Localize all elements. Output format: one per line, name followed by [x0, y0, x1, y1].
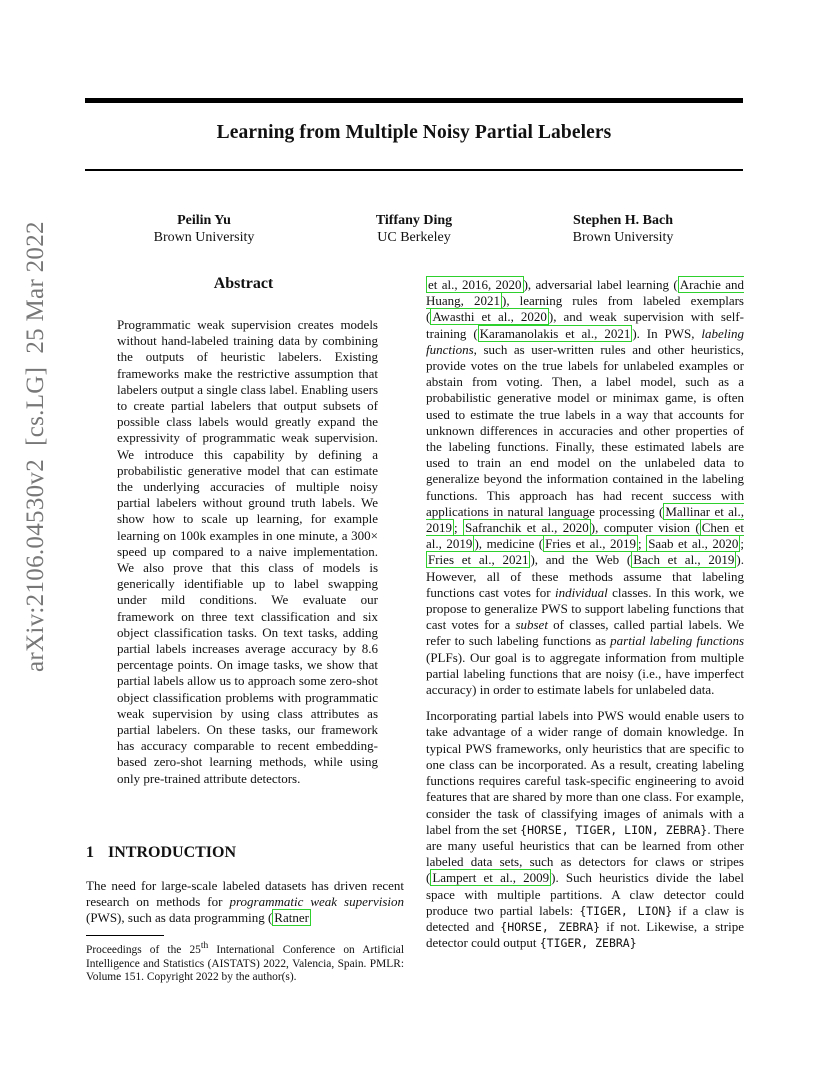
author-name: Tiffany Ding	[375, 213, 453, 228]
author-1	[104, 212, 304, 246]
footnote-text: Proceedings of the 25	[86, 943, 201, 956]
body-text: , such as user-written rules and other heuristics, provide votes on the true labels for unlabeled examples or abstain from voting. Then, a label model, such as a probabilistic generative model or minimax game, is often used to estimate the true labels in a way that accounts for unknown differences in accuracies and other properties of the labeling functions. Finally, these estimated labels are used to train an end model on the unlabeled data to generalize beyond the information contained in the labeling functions. This approach has had recent success with applications in natural language processing (	[426, 341, 744, 519]
section-heading	[86, 844, 236, 862]
body-text: Incorporating partial labels into PWS would enable users to take advantage of a wider range of domain knowledge. In typical PWS frameworks, only heuristics that are specific to one class can be incorporated. As a result, creating labeling functions requires careful task-specific engineering to avoid features that are shared by more than one class. For example, consider the task of classifying images of animals with a label from the set	[426, 708, 744, 837]
body-text: ). However, all of these methods assume that labeling functions cast votes for	[426, 552, 745, 600]
label-set: {TIGER, ZEBRA}	[539, 936, 637, 951]
author-2	[314, 212, 514, 246]
body-text: ), adversarial label learning (	[523, 277, 678, 292]
right-column	[426, 277, 744, 961]
intro-text: (PWS), such as data programming (	[86, 910, 273, 926]
footnote-rule	[86, 935, 164, 936]
emphasis: subset	[515, 617, 548, 633]
body-text: ). In PWS,	[632, 325, 702, 341]
citation-link[interactable]: Karamanolakis et al., 2021	[479, 325, 631, 341]
body-text: if a claw is detected and	[426, 902, 745, 934]
citation-link[interactable]: Chen et al., 2019	[426, 520, 744, 552]
body-paragraph	[426, 708, 744, 951]
body-text: ;	[638, 536, 647, 552]
body-text: classes. In this work, we propose to generalize PWS to support labeling functions that cast votes for a	[426, 584, 744, 633]
citation-link[interactable]: Safranchik et al., 2020	[465, 520, 589, 536]
section-title: INTRODUCTION	[108, 844, 237, 861]
citation-link[interactable]: Awasthi et al., 2020	[432, 309, 547, 325]
body-text: ), and weak supervision with self-training (	[426, 309, 744, 341]
abstract-body: Programmatic weak supervision creates models without hand-labeled training data by combining the outputs of heuristic labelers. Existing frameworks make the restrictive assumption that labelers output a single class label. Enabling users to create partial labelers that output subsets of possible class labels would greatly expand the expressivity of programmatic weak supervision. We introduce this capability by defining a probabilistic generative model that can estimate the underlying accuracies of multiple noisy partial labelers without ground truth labels. We show how to scale up learning, for example learning on 100k examples in one minute, a 300× speed up compared to a naive implementation. We also prove that this class of models is generically identifiable up to label swapping under mild conditions. We evaluate our framework on three text classification and six object classification tasks. On text tasks, adding partial labels increases average accuracy by 8.6 percentage points. On image tasks, we show that partial labels allow us to approach some zero-shot object classification problems with programmatic weak supervision by using class attributes as partial labelers. On these tasks, our framework has accuracy comparable to recent embedding-based zero-shot learning methods, while using only pre-trained attribute detectors.	[117, 317, 378, 786]
label-set: {HORSE, TIGER, LION, ZEBRA}	[520, 822, 708, 837]
emphasis: labeling functions	[426, 325, 745, 357]
body-text: (PLFs). Our goal is to aggregate information from multiple partial labeling functions that are noisy (i.e., have imperfect accuracy) in order to estimate labels for unlabeled data.	[426, 649, 744, 698]
citation-link[interactable]: Saab et al., 2020	[648, 536, 739, 552]
arxiv-identifier: arXiv:2106.04530v2 [cs.LG] 25 Mar 2022	[22, 221, 49, 672]
abstract-heading: Abstract	[213, 275, 274, 292]
body-text: ), medicine (	[474, 536, 544, 552]
body-text: ;	[740, 536, 744, 552]
author-affiliation: Brown University	[153, 230, 255, 245]
citation-link[interactable]: Fries et al., 2021	[428, 552, 529, 568]
paper-title: Learning from Multiple Noisy Partial Labelers	[216, 122, 612, 143]
author-affiliation: UC Berkeley	[377, 230, 451, 245]
citation-link[interactable]: et al., 2016, 2020	[428, 277, 522, 292]
body-text: of classes, called partial labels. We refer to such labeling functions as	[426, 617, 744, 649]
body-text: ), learning rules from labeled exemplars (	[426, 293, 744, 325]
intro-emphasis: programmatic weak supervision	[229, 894, 405, 910]
body-text: ), computer vision (	[590, 520, 700, 536]
citation-link[interactable]: Lampert et al., 2009	[432, 870, 550, 886]
footnote-superscript: th	[200, 941, 209, 951]
title-top-rule	[85, 98, 743, 103]
body-text: ). Such heuristics divide the label space with multiple partitions. A claw detector could produce two partial labels:	[426, 870, 744, 918]
author-3	[523, 212, 723, 246]
body-text: . There are many useful heuristics that can be learned from other labeled data sets, such as detectors for claws or stripes (	[426, 821, 744, 886]
citation-link[interactable]: Arachie and Huang, 2021	[426, 277, 744, 309]
body-text: ;	[454, 520, 464, 536]
intro-paragraph	[86, 878, 404, 927]
footnote-text: International Conference on Artificial Intelligence and Statistics (AISTATS) 2022, Valencia, Spain. PMLR: Volume 151. Copyright 2022 by the author(s).	[86, 943, 404, 984]
citation-link[interactable]: Bach et al., 2019	[633, 552, 735, 568]
intro-text: The need for large-scale labeled datasets has driven recent research on methods for	[86, 878, 404, 910]
citation-link[interactable]: Ratner	[274, 910, 309, 926]
footnote	[86, 940, 404, 985]
label-set: {TIGER, LION}	[579, 903, 673, 918]
author-name: Stephen H. Bach	[573, 213, 673, 228]
section-number: 1	[86, 844, 94, 861]
emphasis: individual	[554, 584, 608, 600]
author-affiliation: Brown University	[572, 230, 674, 245]
citation-link[interactable]: Fries et al., 2019	[545, 536, 637, 552]
emphasis: partial labeling functions	[610, 633, 744, 649]
body-text: ), and the Web (	[530, 552, 632, 568]
body-paragraph	[426, 277, 744, 698]
author-name: Peilin Yu	[177, 213, 231, 228]
title-bottom-rule	[85, 169, 743, 171]
citation-link[interactable]: Mallinar et al., 2019	[426, 503, 745, 536]
body-text: if not. Likewise, a stripe detector could output	[426, 918, 744, 951]
label-set: {HORSE, ZEBRA}	[500, 919, 601, 934]
